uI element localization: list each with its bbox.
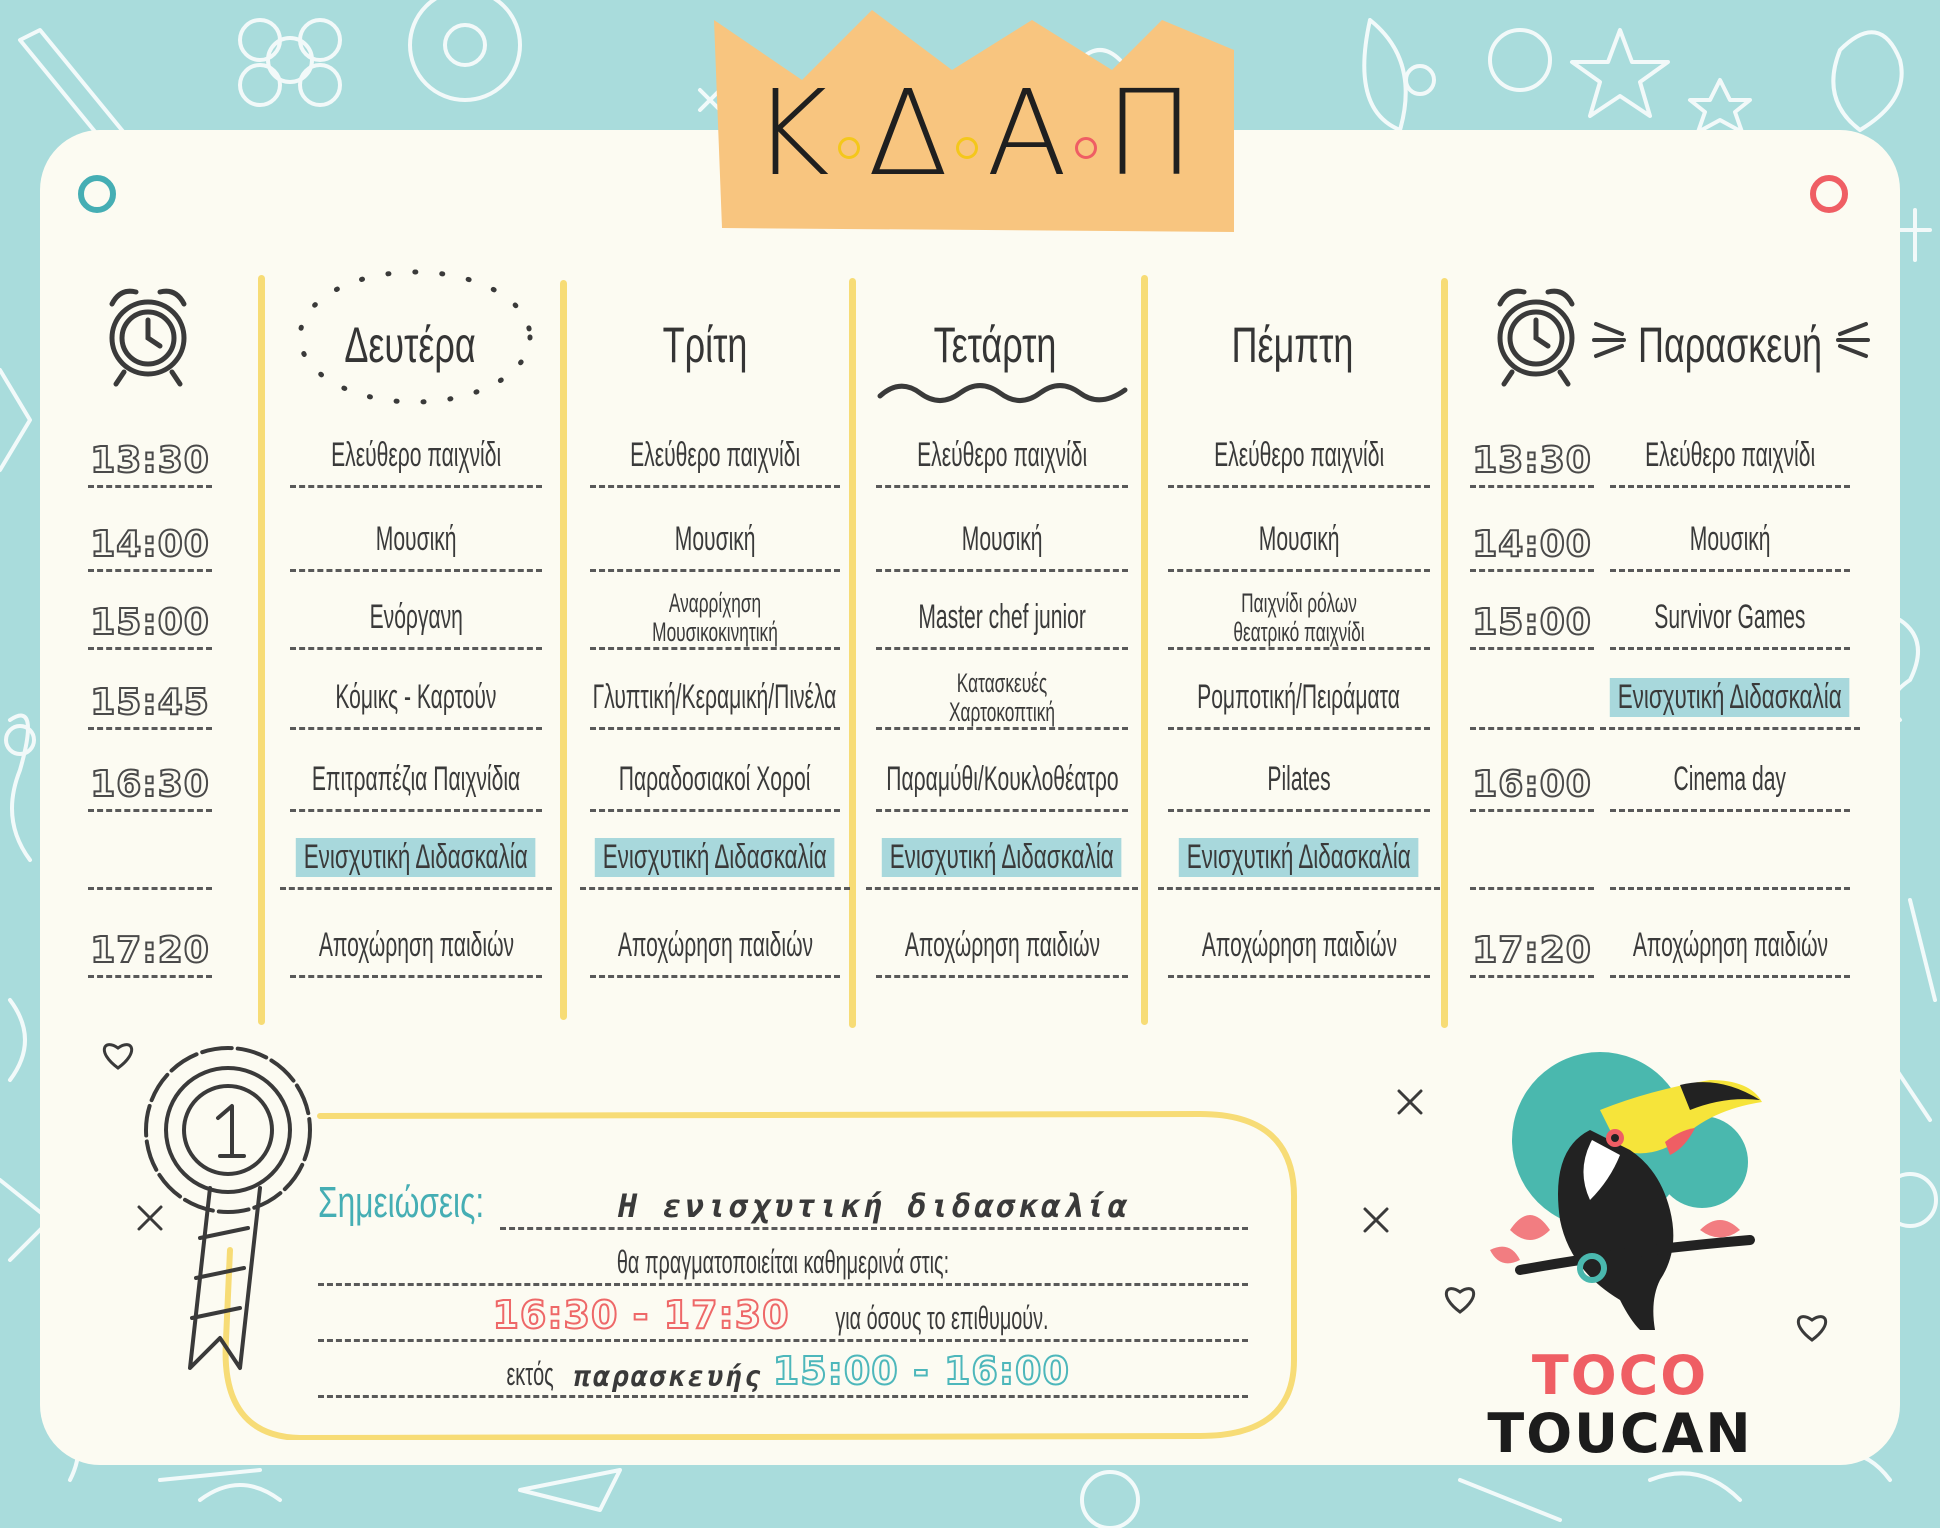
activity-text: Ελεύθερο παιχνίδι [629,435,801,474]
activity-cell-friday [1610,580,1850,650]
notes-line-4 [318,1346,1248,1398]
activity-cell-tuesday [590,660,840,730]
notes-text: για όσους το επιθυμούν. [834,1300,1049,1336]
time-label: 16:30 [88,742,212,812]
pin-right [1810,175,1848,213]
activity-text: Αποχώρηση παιδιών [318,925,514,964]
activity-cell-thursday [1168,580,1430,650]
activity-text: Ελεύθερο παιχνίδι [1213,435,1385,474]
notes-text: θα πραγματοποιείται καθημερινά στις: [616,1244,950,1280]
brand-line-1: TOCO [1531,1344,1709,1407]
activity-text: Αναρρίχηση Μουσικοκινητική [652,588,778,647]
toucan-logo [1480,1030,1780,1330]
time-label [88,820,212,890]
activity-cell-tuesday [590,502,840,572]
activity-text: Αποχώρηση παιδιών [1632,925,1828,964]
time-label: 16:00 [1470,742,1594,812]
notes-time-teal: 15:00 - 16:00 [772,1349,1070,1393]
column-divider [1441,278,1448,1028]
activity-text: Μουσική [1258,519,1340,558]
day-header-friday: Παρασκευή [1637,317,1823,373]
highlighted-activity: Ενισχυτική Διδασκαλία [1179,838,1419,878]
time-label: 14:00 [1470,502,1594,572]
activity-text: Μουσική [1689,519,1771,558]
title-letter: Π [1105,64,1194,202]
heart-icon [1794,1310,1830,1344]
activity-cell-tuesday [590,742,840,812]
title-dot [1075,137,1097,159]
notes-time-red: 16:30 - 17:30 [492,1293,790,1337]
activity-text: Μουσική [674,519,756,558]
time-label: 15:00 [88,580,212,650]
time-label: 13:30 [1470,418,1594,488]
highlighted-activity: Ενισχυτική Διδασκαλία [882,838,1122,878]
activity-cell-friday [1610,418,1850,488]
column-divider [258,275,265,1025]
activity-cell-friday [1610,820,1850,890]
activity-cell-tuesday [590,908,840,978]
activity-text: Ελεύθερο παιχνίδι [1644,435,1816,474]
activity-cell-wednesday [876,660,1128,730]
activity-text: Cinema day [1673,759,1787,798]
activity-cell-monday [290,580,542,650]
activity-text: Survivor Games [1654,597,1806,636]
time-label [1470,820,1594,890]
highlighted-activity: Ενισχυτική Διδασκαλία [595,838,835,878]
time-label: 13:30 [88,418,212,488]
activity-text: Παιχνίδι ρόλων θεατρικό παιχνίδι [1233,588,1365,647]
heart-icon [100,1038,136,1072]
activity-cell-tuesday [590,580,840,650]
cross-icon [136,1204,164,1232]
activity-cell-wednesday [876,742,1128,812]
activity-cell-friday [1600,660,1860,730]
activity-text: Αποχώρηση παιδιών [1201,925,1397,964]
time-label: 15:45 [88,660,212,730]
activity-cell-friday [1610,742,1850,812]
activity-text: Παραμύθι/Κουκλοθέατρο [885,759,1119,798]
title-letter: Κ [752,64,830,202]
activity-text: Επιτραπέζια Παιχνίδια [311,759,521,798]
activity-cell-thursday [1168,502,1430,572]
time-label: 14:00 [88,502,212,572]
time-label: 17:20 [88,908,212,978]
activity-text: Ενόργανη [369,597,463,636]
brand-line-2: TOUCAN [1487,1402,1753,1465]
activity-cell-monday [280,820,552,890]
alarm-clock-icon [1488,280,1584,390]
time-label [1470,660,1594,730]
column-divider [560,280,567,1020]
page-title [712,58,1234,208]
cross-icon [1362,1206,1390,1234]
highlighted-activity: Ενισχυτική Διδασκαλία [296,838,536,878]
title-dot [838,137,860,159]
activity-cell-monday [290,418,542,488]
title-letter: Δ [867,64,949,202]
notes-line-1 [500,1178,1248,1230]
activity-cell-tuesday [580,820,850,890]
activity-text: Αποχώρηση παιδιών [904,925,1100,964]
time-label: 17:20 [1470,908,1594,978]
highlighted-activity: Ενισχυτική Διδασκαλία [1610,678,1850,718]
notes-text-bold: παρασκευής [574,1360,763,1393]
cross-icon [1396,1088,1424,1116]
column-divider [849,278,856,1028]
notes-line-2 [318,1234,1248,1286]
activity-text: Γλυπτική/Κεραμική/Πινέλα [593,677,837,716]
activity-cell-wednesday [876,502,1128,572]
sparkle-left-icon [1592,318,1628,362]
activity-text: Master chef junior [918,597,1086,636]
activity-cell-tuesday [590,418,840,488]
activity-cell-friday [1610,908,1850,978]
title-dot [956,137,978,159]
activity-cell-thursday [1158,820,1440,890]
activity-text: Ρομποτική/Πειράματα [1197,677,1401,716]
column-divider [1141,275,1148,1025]
activity-cell-wednesday [866,820,1138,890]
activity-cell-thursday [1168,660,1430,730]
day-header-thursday: Πέμπτη [1231,317,1354,373]
activity-cell-thursday [1168,908,1430,978]
notes-text: Η ενισχυτική διδασκαλία [617,1187,1131,1225]
activity-text: Ελεύθερο παιχνίδι [330,435,502,474]
day-header-wednesday: Τετάρτη [933,317,1057,373]
notes-label: Σημειώσεις: [318,1178,485,1227]
activity-cell-thursday [1168,742,1430,812]
activity-cell-wednesday [876,908,1128,978]
pin-left [78,175,116,213]
activity-cell-monday [290,502,542,572]
alarm-clock-icon [100,280,196,390]
activity-cell-monday [290,660,542,730]
activity-text: Pilates [1267,759,1331,798]
day-header-monday: Δευτέρα [344,317,476,373]
activity-cell-wednesday [876,418,1128,488]
activity-text: Μουσική [961,519,1043,558]
notes-line-3 [318,1290,1248,1342]
award-ribbon-icon [140,1038,320,1378]
activity-text: Κόμικς - Καρτούν [335,677,497,716]
activity-cell-thursday [1168,418,1430,488]
title-letter: Α [986,64,1068,202]
activity-text: Κατασκευές Χαρτοκοπτική [949,668,1055,727]
activity-text: Μουσική [375,519,457,558]
activity-text: Αποχώρηση παιδιών [617,925,813,964]
activity-cell-monday [290,908,542,978]
sparkle-right-icon [1834,318,1870,362]
activity-text: Ελεύθερο παιχνίδι [916,435,1088,474]
activity-text: Παραδοσιακοί Χοροί [619,759,811,798]
activity-cell-monday [290,742,542,812]
heart-icon [1442,1282,1478,1316]
activity-cell-wednesday [876,580,1128,650]
time-label: 15:00 [1470,580,1594,650]
notes-text: εκτός [506,1356,554,1392]
day-header-tuesday: Τρίτη [662,317,748,373]
activity-cell-friday [1610,502,1850,572]
